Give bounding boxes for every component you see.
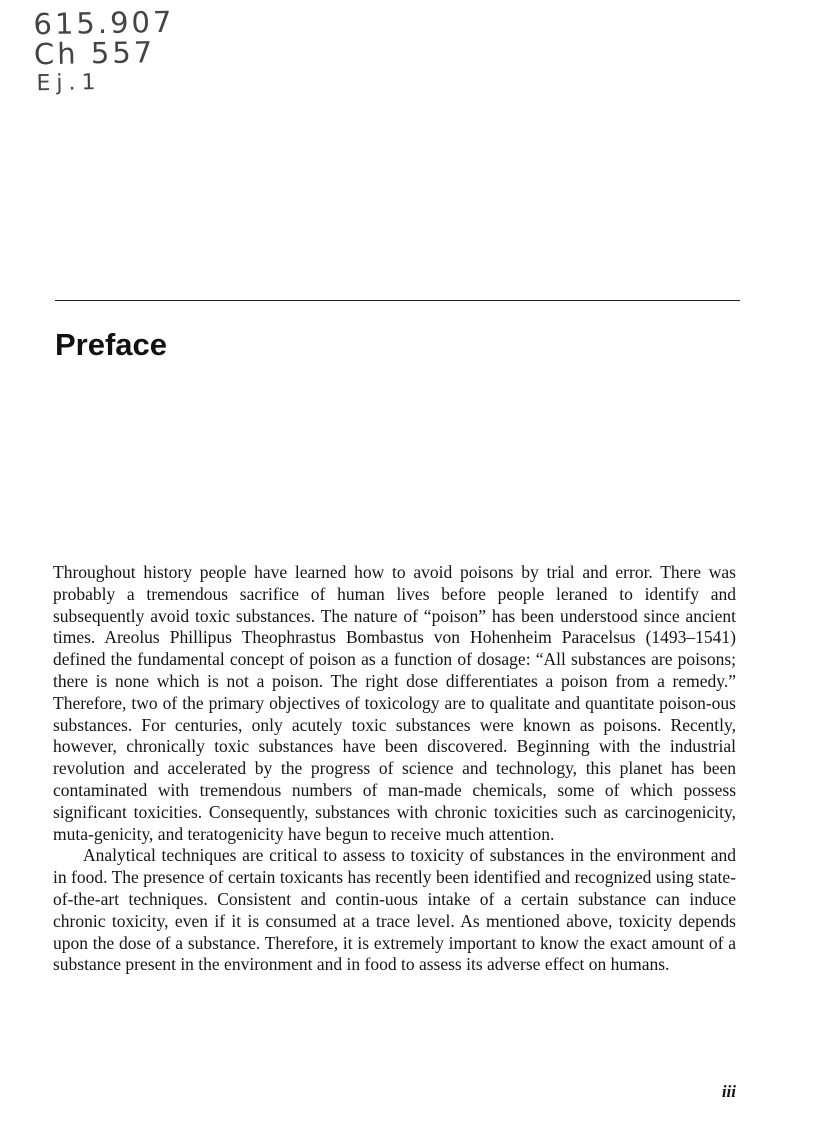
preface-body (53, 562, 736, 976)
call-number-line-3: Ej.1 (36, 70, 102, 97)
paragraph-2: Analytical techniques are critical to assess to toxicity of substances in the environment and in food. The presence of certain toxicants has recently been identified and recognized using state-of-the-art techniques. Consistent and contin-uous intake of a certain substance can induce chronic toxicity, even if it is consumed at a trace level. As mentioned above, toxicity depends upon the dose of a substance. Therefore, it is extremely important to know the exact amount of a substance present in the environment and in food to assess its adverse effect on humans. (53, 845, 736, 975)
page-number: iii (721, 1082, 736, 1101)
page-title: Preface (55, 327, 168, 362)
call-number-line-2: Ch 557 (33, 35, 156, 72)
handwritten-call-number (33, 4, 175, 99)
paragraph-1: Throughout history people have learned how to avoid poisons by trial and error. There was probably a tremendous sacrifice of human lives before people leraned to identify and subsequently avoid toxic substances. The nature of “poison” has been understood since ancient times. Areolus Phillipus Theophrastus Bombastus von Hohenheim Paracelsus (1493–1541) defined the fundamental concept of poison as a function of dosage: “All substances are poisons; there is none which is not a poison. The right dose differentiates a poison from a remedy.” Therefore, two of the primary objectives of toxicology are to qualitate and quantitate poison-ous substances. For centuries, only acutely toxic substances were known as poisons. Recently, however, chronically toxic substances have been discovered. Beginning with the industrial revolution and accelerated by the progress of science and technology, this planet has been contaminated with tremendous numbers of man-made chemicals, some of which possess significant toxicities. Consequently, substances with chronic toxicities such as carcinogenicity, muta-genicity, and teratogenicity have begun to receive much attention. (53, 562, 736, 844)
call-number-line-1: 615.907 (33, 4, 175, 42)
heading-rule (55, 300, 740, 301)
